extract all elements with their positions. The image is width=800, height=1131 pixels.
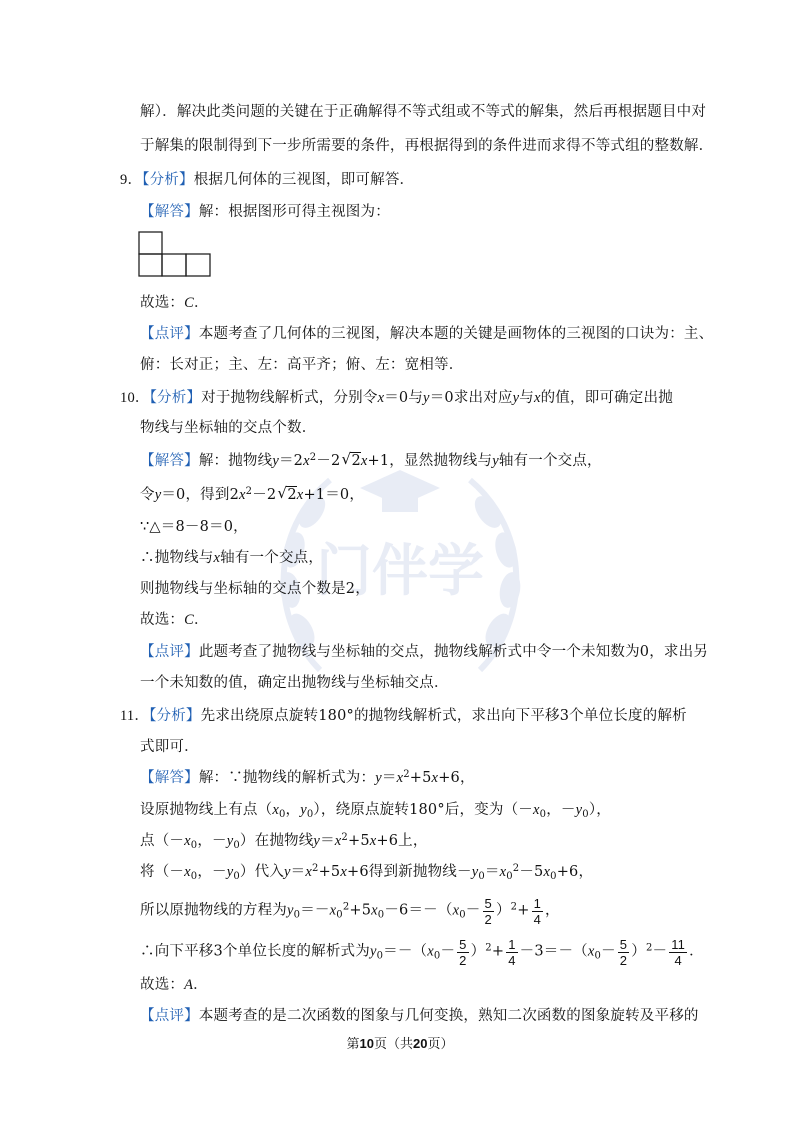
q9-number: 9． [120,172,143,188]
answer-tag: 【解答】 [140,453,199,469]
var-y: y [423,390,430,406]
page-number: 10 [359,1036,374,1051]
var-y: y [492,453,499,469]
q11-answer-part: 将（ [140,864,170,880]
q9-analysis-text: 根据几何体的三视图，即可解答． [193,172,415,188]
q10-answer-part: ，显然抛物线与 [389,453,493,469]
comment-tag: 【点评】 [140,326,199,342]
q10-answer-line-3: ∵△＝8－8＝0， [140,519,248,535]
q10-comment-text-1: 此题考查了抛物线与坐标轴的交点，抛物线解析式中令一个未知数为0，求出另 [198,644,709,660]
q9-comment-line-1 [140,324,713,346]
analysis-tag: 【分析】 [142,172,194,188]
svg-text:门伴学: 门伴学 [316,539,484,604]
formula-parabola: $y=2x^2-2√$ 2x+1 [272,453,389,469]
q11-answer-part: ）在抛物线 [239,833,314,849]
q10-choice-line: 故选：C． [140,612,209,628]
footer-text: 第 [346,1037,360,1052]
q10-choice-label: 故选： [140,612,185,628]
formula-equation: $2x^2-2√$ 2x+1 [230,487,326,503]
q10-analysis-part: ＝0求出对应 [429,390,513,406]
q11-answer-line-3: 点（$-x_0$，$-y_0$）在抛物线$y=x^2+5x+6$上， [140,832,428,851]
front-view-figure [138,231,212,277]
q11-answer-line-6: ∴向下平移3个单位长度的解析式为$y_0=-(x_0-$ $\frac{5}{2}$ ）$^2$+ $\frac{1}{4}$ $-3=-(x_0-$ $\frac{5}{2}$ ）$^2$－ $\frac{11}{4}$ ． [140,937,704,968]
var-y: y [154,487,162,503]
q11-answer-part: ∴向下平移3个单位长度的解析式为 [140,943,370,960]
comment-tag: 【点评】 [140,644,199,660]
answer-tag: 【解答】 [140,204,199,220]
q10-answer-line-2 [140,485,364,507]
q10-answer-part: ＝0， [325,487,365,503]
q10-analysis-line-2: 物线与坐标轴的交点个数． [140,420,317,436]
q10-answer-part: ∴抛物线与 [140,550,214,566]
q9-comment-line-2: 俯：长对正；主、左：高平齐；俯、左：宽相等． [140,357,464,373]
analysis-tag: 【分析】 [149,390,202,406]
q11-answer-part: 解：∵抛物线的解析式为： [198,770,376,786]
q10-analysis-part: 的值，即可确定出抛 [540,390,673,406]
q11-answer-part: 上， [398,833,428,849]
q10-analysis-line-1 [120,388,673,410]
q11-choice-letter: A [184,977,194,993]
var-y: y [512,390,520,406]
q11-analysis-line-2: 式即可． [140,739,199,755]
q9-analysis-line [120,170,414,192]
q11-answer-line-2: 设原抛物线上有点（$x_0$，$y_0$），绕原点旋转180°后，变为（$-x_0$，$-y_0$）， [140,802,611,820]
q11-answer-part: ），绕原点旋转180°后，变为（ [313,802,519,818]
intro-line-1: 解）．解决此类问题的关键在于正确解得不等式组或不等式的解集，然后再根据题目中对 [140,104,707,120]
q11-answer-line-4: 将（$-x_0$，$-y_0$）代入$y=x^2+5x+6$得到新抛物线$-y_0=x_0^2-5x_0+6$， [140,863,594,882]
q9-choice-line: 故选：C． [140,295,209,311]
q11-answer-part: 得到新抛物线 [368,864,457,880]
q10-answer-line-5: 则抛物线与坐标轴的交点个数是2， [140,581,370,597]
q11-answer-line-5: 所以原抛物线的方程为$y_0=-x_0^2+5x_0-6=-(x_0-$ $\frac{5}{2}$ ）$^2$+ $\frac{1}{4}$ ， [140,896,560,927]
var-x: x [533,390,541,406]
q10-analysis-part: 与 [519,390,534,406]
q11-answer-part: 所以原抛物线的方程为 [140,902,287,919]
q10-comment-line-1 [140,642,708,664]
q11-answer-part: 点（ [140,833,170,849]
q11-choice-line: 故选：A． [140,977,208,993]
answer-tag: 【解答】 [140,770,199,786]
intro-line-2: 于解集的限制得到下一步所需要的条件，再根据得到的条件进而求得不等式组的整数解． [140,138,714,154]
q10-choice-letter: C [184,612,194,628]
q11-answer-part: ）代入 [239,864,285,880]
q10-analysis-part: 对于抛物线解析式，分别令 [201,390,378,406]
analysis-tag: 【分析】 [149,708,201,724]
q9-answer-line [140,202,390,224]
q10-comment-line-2: 一个未知数的值，确定出抛物线与坐标轴交点． [140,675,449,691]
q10-answer-part: ＝0，得到 [161,487,230,503]
q9-comment-text-1: 本题考查了几何体的三视图，解决本题的关键是画物体的三视图的口诀为：主、 [198,326,714,342]
q11-answer-part: ）， [588,802,611,818]
q10-number: 10． [120,390,150,406]
q11-choice-label: 故选： [140,977,185,993]
q11-comment-line-1 [140,1006,699,1028]
footer-text: 页（共 [373,1037,413,1052]
q9-choice-letter: C [184,295,194,311]
q10-answer-line-4 [140,548,323,570]
footer-text: 页） [427,1037,454,1052]
q10-answer-part: 轴有一个交点， [498,453,602,469]
q10-answer-part: 解：抛物线 [198,453,273,469]
q9-choice-label: 故选： [140,295,185,311]
q10-answer-line-1 [140,451,602,473]
q11-analysis-line-1 [120,706,687,728]
formula-original: $y=x^2+5x+6$， [375,769,475,786]
var-x: x [213,550,221,566]
q9-answer-text: 解：根据图形可得主视图为： [198,204,390,220]
q10-analysis-part: ＝0与 [384,390,424,406]
q10-answer-part: 令 [140,487,155,503]
comment-tag: 【点评】 [140,1008,199,1024]
page-total: 20 [413,1036,428,1051]
q10-answer-part: 轴有一个交点， [220,550,324,566]
q11-answer-part: 设原抛物线上有点（ [140,802,273,818]
q11-number: 11． [120,708,150,724]
page-footer [0,1033,800,1052]
q11-comment-text-1: 本题考查的是二次函数的图象与几何变换，熟知二次函数的图象旋转及平移的 [198,1008,699,1024]
q11-analysis-text: 先求出绕原点旋转180°的抛物线解析式，求出向下平移3个单位长度的解析 [200,708,687,724]
var-x: x [377,390,385,406]
q11-answer-line-1 [140,768,475,790]
